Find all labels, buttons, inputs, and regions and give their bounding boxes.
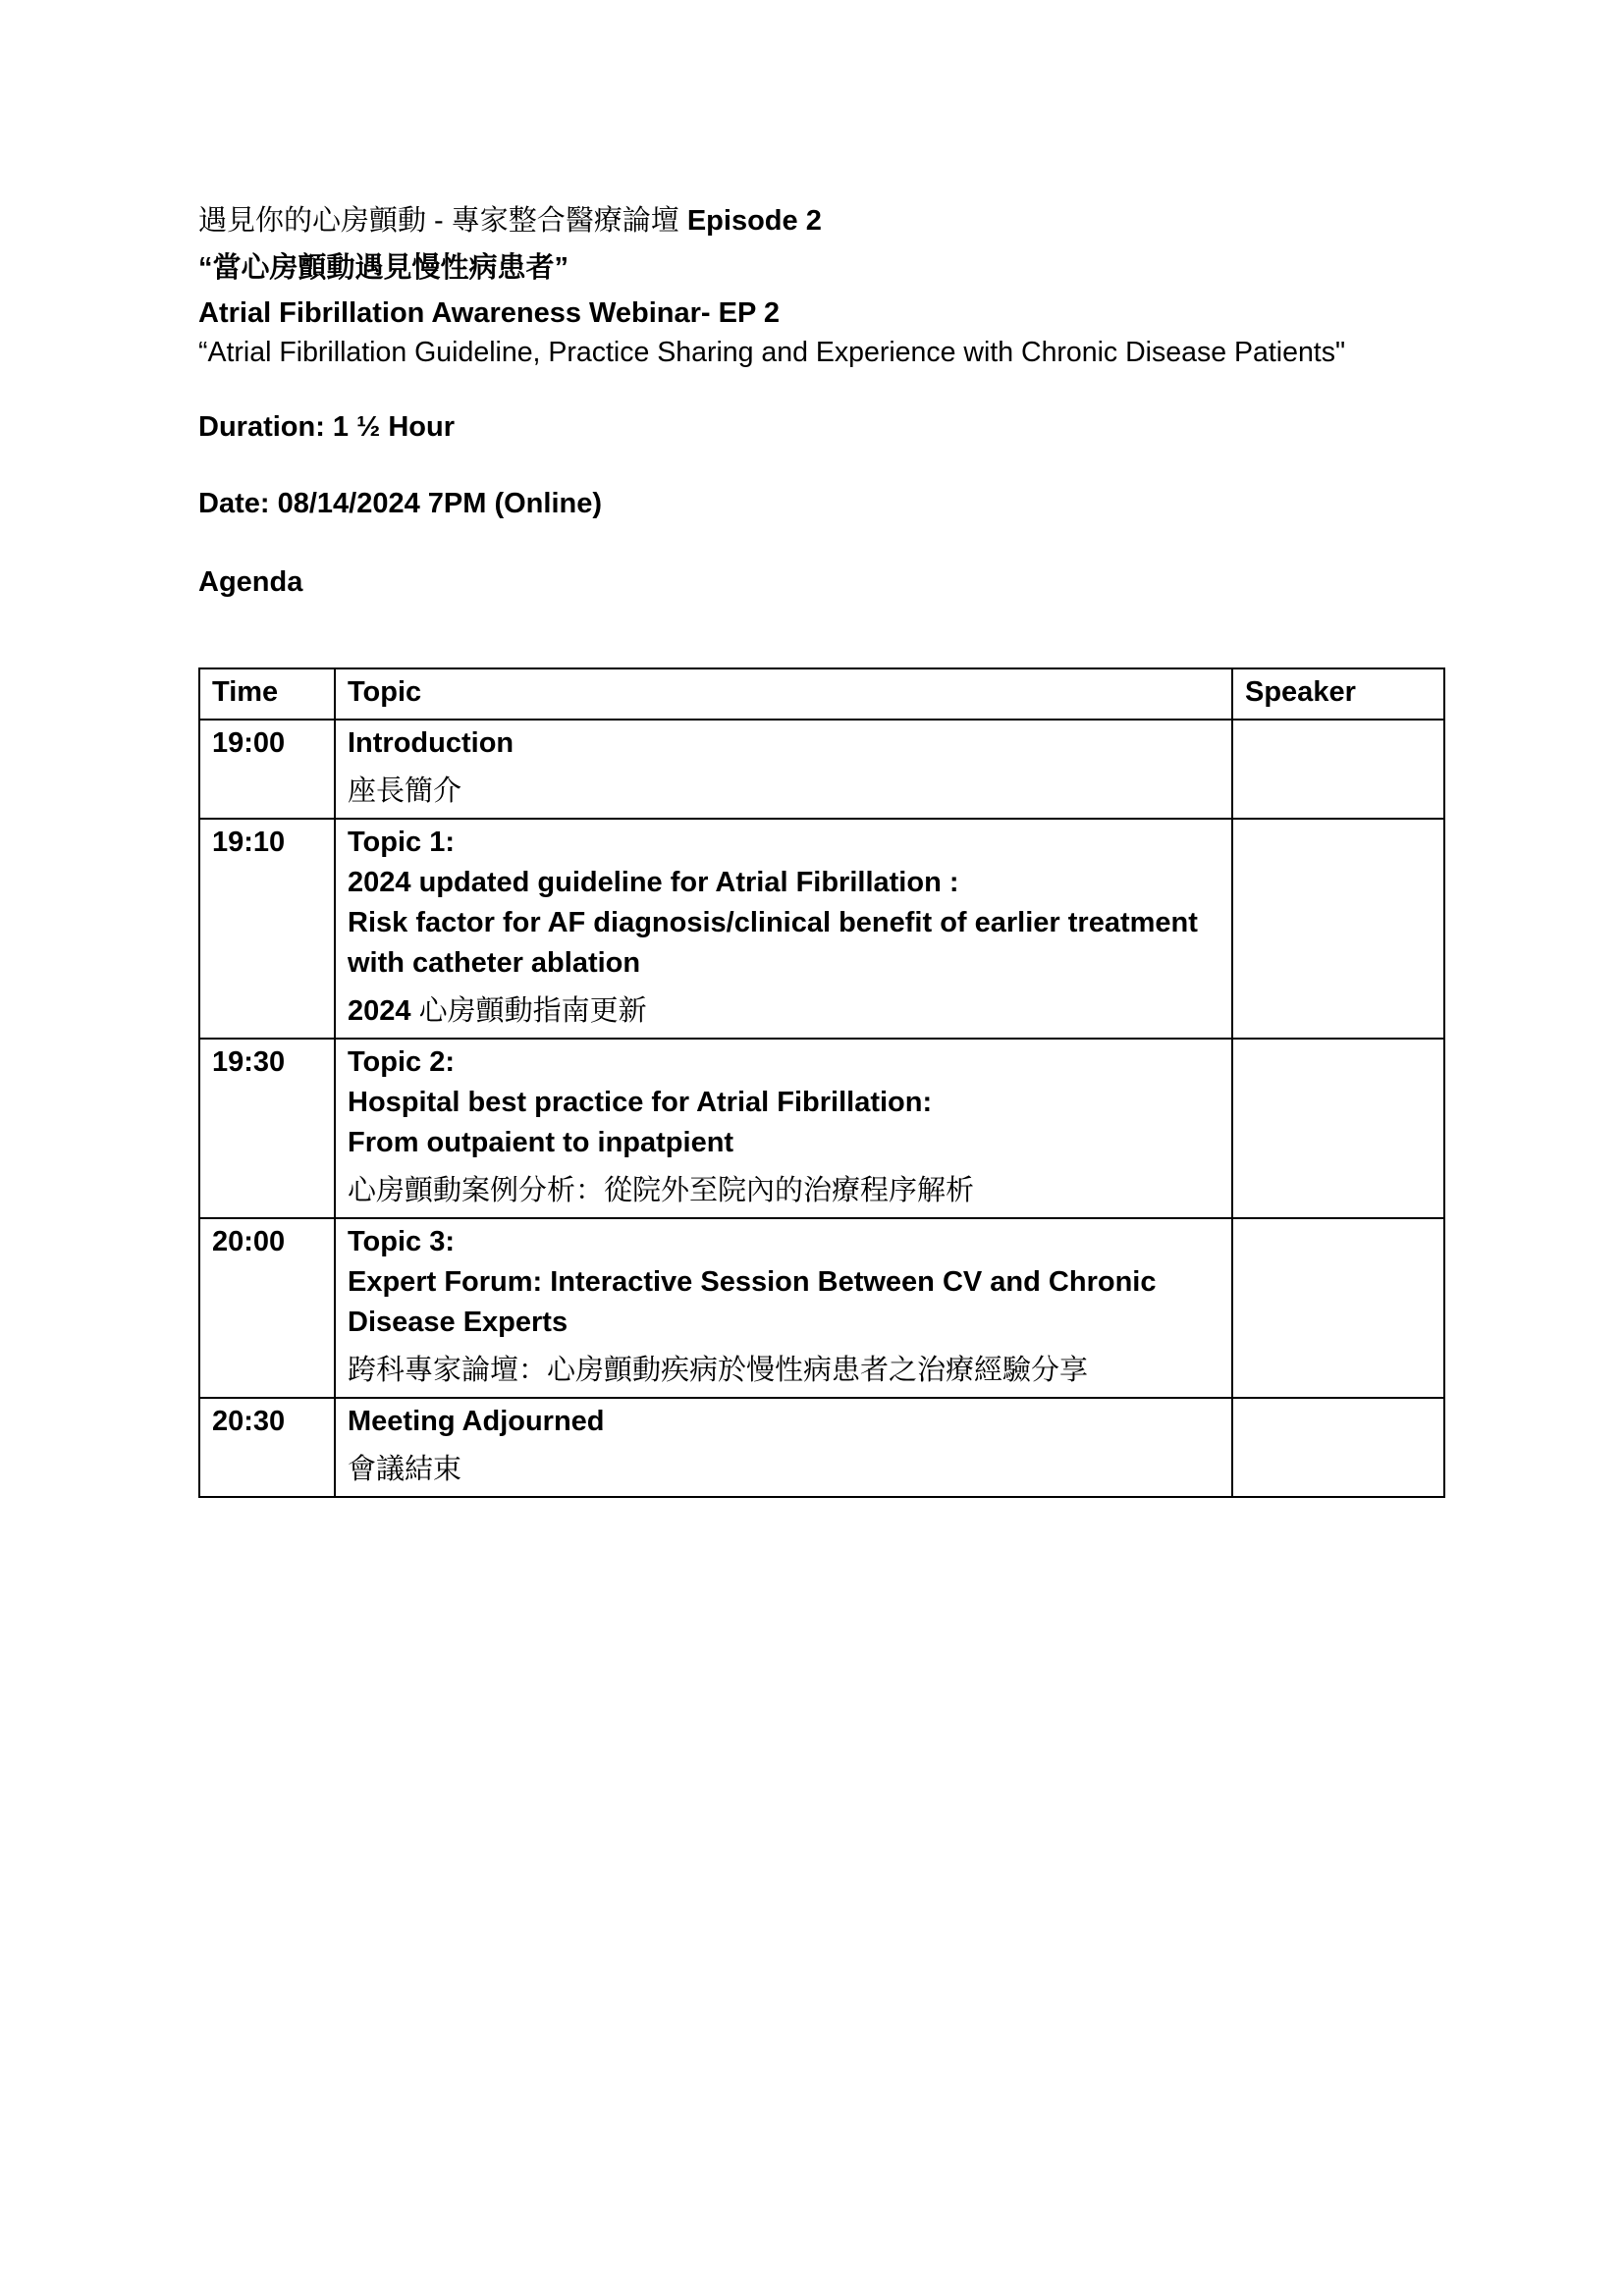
topic-en-line: Hospital best practice for Atrial Fibrillation:: [348, 1087, 933, 1118]
header-topic: Topic: [335, 668, 1232, 720]
date: Date: 08/14/2024 7PM (Online): [198, 488, 602, 519]
header-time: Time: [199, 668, 335, 720]
row-topic: [335, 1398, 1232, 1497]
subtitle-en: “Atrial Fibrillation Guideline, Practice Sharing and Experience with Chronic Disease Patients": [198, 337, 1346, 368]
row-topic: [335, 1218, 1232, 1398]
row-speaker: [1232, 819, 1444, 1039]
document-header: [198, 201, 1445, 602]
topic-en-line: Topic 1:: [348, 827, 456, 858]
table-row: [199, 819, 1444, 1039]
row-time: 20:00: [199, 1218, 335, 1398]
topic-zh: [348, 991, 1219, 1032]
row-speaker: [1232, 720, 1444, 819]
title-zh: [198, 201, 1445, 240]
row-time: 19:00: [199, 720, 335, 819]
row-speaker: [1232, 1039, 1444, 1218]
duration: Duration: 1 ½ Hour: [198, 411, 456, 443]
row-time: 19:10: [199, 819, 335, 1039]
topic-zh-year: 2024: [348, 995, 411, 1027]
title-zh-episode: Episode 2: [686, 205, 822, 237]
topic-zh-text: 心房顫動指南更新: [418, 995, 647, 1027]
row-topic: [335, 1039, 1232, 1218]
topic-en-line: Topic 3:: [348, 1226, 456, 1257]
row-time: 19:30: [199, 1039, 335, 1218]
row-topic: [335, 819, 1232, 1039]
table-row: [199, 720, 1444, 819]
quote-zh: “當心房顫動遇見慢性病患者”: [198, 252, 569, 284]
topic-en-line: Meeting Adjourned: [348, 1406, 605, 1437]
row-speaker: [1232, 1218, 1444, 1398]
table-row: [199, 1039, 1444, 1218]
title-en: Atrial Fibrillation Awareness Webinar- EP 2: [198, 297, 780, 329]
topic-en-line: From outpaient to inpatpient: [348, 1127, 734, 1158]
row-speaker: [1232, 1398, 1444, 1497]
topic-zh: 跨科專家論壇：心房顫動疾病於慢性病患者之治療經驗分享: [348, 1355, 1089, 1386]
topic-en-line: 2024 updated guideline for Atrial Fibrillation :: [348, 867, 959, 898]
topic-en-line: Topic 2:: [348, 1046, 456, 1078]
topic-zh: 心房顫動案例分析：從院外至院內的治療程序解析: [348, 1175, 975, 1206]
header-speaker: Speaker: [1232, 668, 1444, 720]
topic-zh: 會議結束: [348, 1454, 462, 1485]
row-time: 20:30: [199, 1398, 335, 1497]
topic-en-line: Risk factor for AF diagnosis/clinical benefit of earlier treatment with catheter ablation: [348, 907, 1198, 979]
agenda-heading: Agenda: [198, 566, 303, 598]
agenda-header-row: [199, 668, 1444, 720]
topic-en-line: Expert Forum: Interactive Session Between CV and Chronic Disease Experts: [348, 1266, 1157, 1338]
agenda-table: [198, 667, 1445, 1498]
table-row: [199, 1218, 1444, 1398]
row-topic: [335, 720, 1232, 819]
topic-en-line: Introduction: [348, 727, 514, 759]
title-zh-main: 遇見你的心房顫動 - 專家整合醫療論壇: [198, 205, 679, 237]
table-row: [199, 1398, 1444, 1497]
topic-zh: 座長簡介: [348, 775, 462, 807]
